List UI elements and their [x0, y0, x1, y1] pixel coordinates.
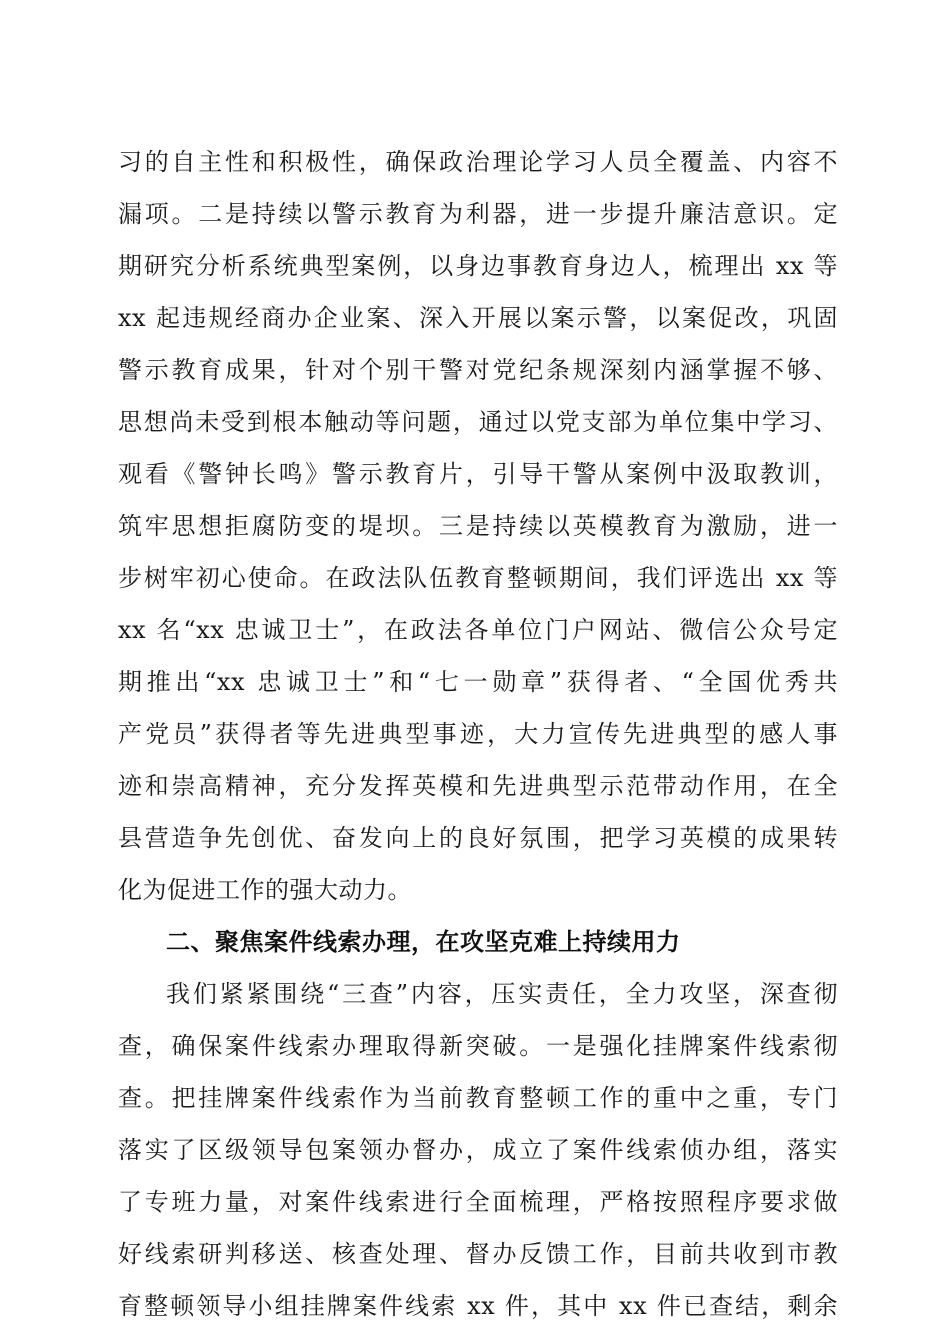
body-text-line: 查。把挂牌案件线索作为当前教育整顿工作的重中之重，专门 [118, 1084, 838, 1112]
body-text-line: 我们紧紧围绕“三查”内容，压实责任，全力攻坚，深查彻 [166, 980, 838, 1008]
body-text-line: 期推出“xx 忠诚卫士”和“七一勋章”获得者、“全国优秀共 [118, 668, 838, 696]
body-text-line: 产党员”获得者等先进典型事迹，大力宣传先进典型的感人事 [118, 720, 838, 748]
body-text-line: 漏项。二是持续以警示教育为利器，进一步提升廉洁意识。定 [118, 200, 838, 228]
body-text-line: 县营造争先创优、奋发向上的良好氛围，把学习英模的成果转 [118, 824, 838, 852]
body-text-line: 观看《警钟长鸣》警示教育片，引导干警从案例中汲取教训， [118, 460, 838, 488]
body-text-line: 筑牢思想拒腐防变的堤坝。三是持续以英模教育为激励，进一 [118, 512, 838, 540]
body-text-line: 迹和崇高精神，充分发挥英模和先进典型示范带动作用，在全 [118, 772, 838, 800]
body-text-line: 步树牢初心使命。在政法队伍教育整顿期间，我们评选出 xx 等 [118, 564, 838, 592]
body-text-line: 期研究分析系统典型案例，以身边事教育身边人，梳理出 xx 等 [118, 252, 838, 280]
section-heading: 二、聚焦案件线索办理，在攻坚克难上持续用力 [166, 928, 681, 956]
body-text-line: xx 名“xx 忠诚卫士”，在政法各单位门户网站、微信公众号定 [118, 616, 838, 644]
body-text-line: 查，确保案件线索办理取得新突破。一是强化挂牌案件线索彻 [118, 1032, 838, 1060]
body-text-line: 化为促进工作的强大动力。 [118, 876, 412, 904]
body-text-line: 好线索研判移送、核查处理、督办反馈工作，目前共收到市教 [118, 1240, 838, 1268]
body-text-line: 落实了区级领导包案领办督办，成立了案件线索侦办组，落实 [118, 1136, 838, 1164]
body-text-line: 育整顿领导小组挂牌案件线索 xx 件，其中 xx 件已查结，剩余 [118, 1292, 838, 1320]
body-text-line: 习的自主性和积极性，确保政治理论学习人员全覆盖、内容不 [118, 148, 838, 176]
body-text-line: 警示教育成果，针对个别干警对党纪条规深刻内涵掌握不够、 [118, 356, 838, 384]
body-text-line: xx 起违规经商办企业案、深入开展以案示警，以案促改，巩固 [118, 304, 838, 332]
body-text-line: 思想尚未受到根本触动等问题，通过以党支部为单位集中学习、 [118, 408, 838, 436]
body-text-line: 了专班力量，对案件线索进行全面梳理，严格按照程序要求做 [118, 1188, 838, 1216]
